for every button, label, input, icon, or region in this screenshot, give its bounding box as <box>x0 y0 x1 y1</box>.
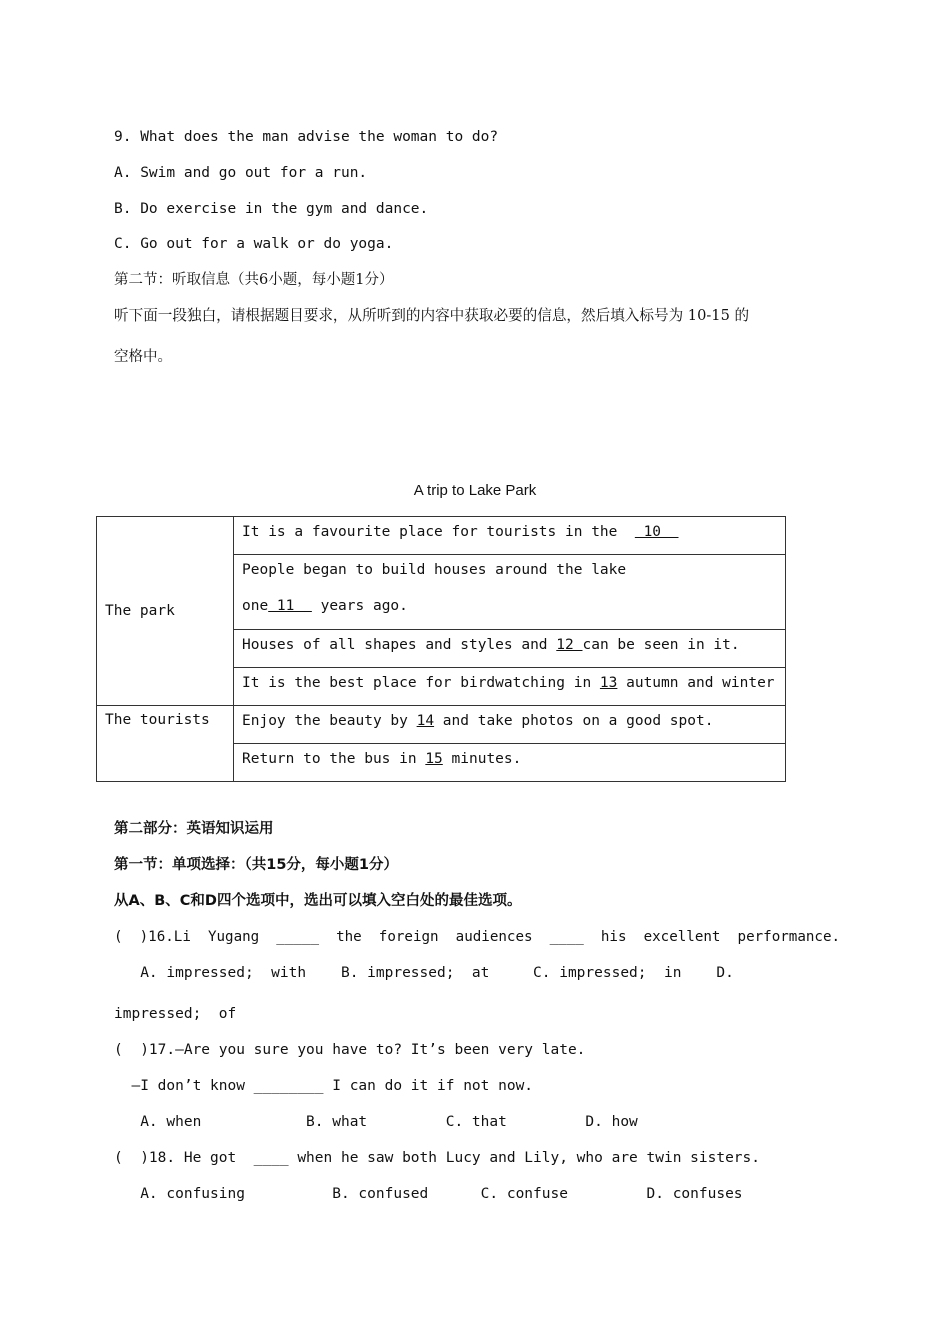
row-1: It is a favourite place for tourists in the 10 <box>234 517 786 555</box>
part2-instruction: 从A、B、C和D四个选项中，选出可以填入空白处的最佳选项。 <box>114 893 522 909</box>
q9-stem: 9. What does the man advise the woman to do? <box>114 129 499 145</box>
table-title: A trip to Lake Park <box>413 482 537 499</box>
tourists-label: The tourists <box>97 706 234 782</box>
row-5: Enjoy the beauty by 14 and take photos on a good spot. <box>234 706 786 744</box>
q17-options: A. when B. what C. that D. how <box>114 1114 638 1130</box>
q18-options: A. confusing B. confused C. confuse D. confuses <box>114 1186 743 1202</box>
blank-10: 10 <box>634 524 679 540</box>
park-label: The park <box>97 517 234 706</box>
blank-13: 13 <box>599 675 618 691</box>
blank-15: 15 <box>425 751 443 767</box>
q18-stem: ( )18. He got ____ when he saw both Lucy and Lily, who are twin sisters. <box>114 1150 761 1166</box>
blank-14: 14 <box>416 713 435 729</box>
part2-section1: 第一节：单项选择：（共15分，每小题1分） <box>114 857 399 873</box>
q9-option-b: B. Do exercise in the gym and dance. <box>114 201 429 217</box>
info-table <box>96 516 786 782</box>
q9-option-c: C. Go out for a walk or do yoga. <box>114 236 394 252</box>
row-4: It is the best place for birdwatching in 13 autumn and winter <box>234 668 786 706</box>
section2-heading: 第二节：听取信息（共6小题，每小题1分） <box>114 272 394 288</box>
section2-instruction-line2: 空格中。 <box>114 349 172 365</box>
q16-options-cont: impressed; of <box>114 1006 237 1022</box>
q16-stem: ( )16.Li Yugang _____ the foreign audiences ____ his excellent performance. <box>114 929 841 945</box>
q16-options: A. impressed; with B. impressed; at C. impressed; in D. <box>114 965 734 981</box>
row-3: Houses of all shapes and styles and 12 can be seen in it. <box>234 630 786 668</box>
q9-option-a: A. Swim and go out for a run. <box>114 165 368 181</box>
section2-instruction-line1: 听下面一段独白，请根据题目要求，从所听到的内容中获取必要的信息，然后填入标号为 10-15 的 <box>114 307 750 324</box>
row-6: Return to the bus in 15 minutes. <box>234 744 786 782</box>
row-2: People began to build houses around the lake one 11 years ago. <box>234 555 786 630</box>
q17-stem: ( )17.—Are you sure you have to? It’s been very late. <box>114 1042 586 1058</box>
blank-11: 11 <box>268 598 312 614</box>
blank-12: 12 <box>556 637 583 653</box>
q17-line2: —I don’t know ________ I can do it if not now. <box>114 1078 534 1094</box>
part2-heading: 第二部分：英语知识运用 <box>114 821 274 837</box>
